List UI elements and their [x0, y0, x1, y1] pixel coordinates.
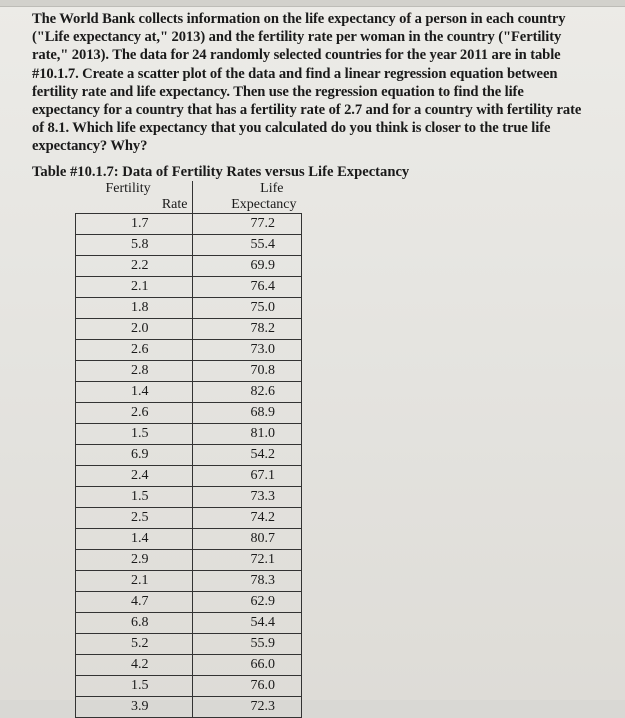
- table-row: [76, 277, 302, 298]
- life-expectancy-cell: 62.9: [192, 592, 302, 613]
- fertility-rate-cell: 2.5: [76, 508, 193, 529]
- table-row: [76, 571, 302, 592]
- fertility-rate-cell: 3.9: [76, 697, 193, 718]
- fertility-rate-cell: 2.1: [76, 277, 193, 298]
- life-header-line1: Life: [260, 181, 284, 196]
- life-expectancy-cell: 67.1: [192, 466, 302, 487]
- table-row: [76, 655, 302, 676]
- fertility-header-line2: Rate: [76, 197, 193, 214]
- fertility-rate-cell: 4.2: [76, 655, 193, 676]
- table-row: [76, 445, 302, 466]
- life-expectancy-cell: 77.2: [192, 214, 302, 235]
- life-expectancy-cell: 76.4: [192, 277, 302, 298]
- table-row: [76, 340, 302, 361]
- fertility-rate-cell: 1.5: [76, 676, 193, 697]
- life-header-line2: Expectancy: [192, 197, 302, 214]
- fertility-rate-cell: 1.5: [76, 487, 193, 508]
- life-expectancy-cell: 68.9: [192, 403, 302, 424]
- fertility-rate-cell: 2.8: [76, 361, 193, 382]
- table-row: [76, 529, 302, 550]
- fertility-rate-cell: 1.8: [76, 298, 193, 319]
- table-row: [76, 424, 302, 445]
- fertility-rate-cell: 2.9: [76, 550, 193, 571]
- table-row: [76, 634, 302, 655]
- life-expectancy-cell: 82.6: [192, 382, 302, 403]
- page-top-edge: [0, 0, 625, 7]
- table-row: [76, 508, 302, 529]
- fertility-rate-cell: 2.2: [76, 256, 193, 277]
- data-table: [75, 181, 302, 718]
- table-row: [76, 403, 302, 424]
- life-expectancy-cell: 74.2: [192, 508, 302, 529]
- life-expectancy-cell: 55.4: [192, 235, 302, 256]
- table-row: [76, 466, 302, 487]
- life-expectancy-cell: 73.3: [192, 487, 302, 508]
- table-row: [76, 613, 302, 634]
- table-body: [76, 214, 302, 718]
- table-row: [76, 382, 302, 403]
- life-expectancy-cell: 78.3: [192, 571, 302, 592]
- fertility-rate-cell: 5.2: [76, 634, 193, 655]
- life-expectancy-cell: 54.2: [192, 445, 302, 466]
- life-expectancy-cell: 75.0: [192, 298, 302, 319]
- fertility-rate-cell: 4.7: [76, 592, 193, 613]
- fertility-rate-cell: 2.6: [76, 340, 193, 361]
- problem-text: The World Bank collects information on the life expectancy of a person in each country ("Life expectancy at," 2013) and the fertility rate per woman in the country ("Fertility rate," 2013). The data for 24 randomly selected countries for the year 2011 are in table #10.1.7. Create a scatter plot of the data and find a linear regression equation between fertility rate and life expectancy. Then use the regression equation to find the life expectancy for a country that has a fertility rate of 2.7 and for a country with fertility rate of 8.1. Which life expectancy that you calculated do you think is closer to the true life expectancy? Why?: [32, 11, 582, 155]
- table-row: [76, 214, 302, 235]
- table-row: [76, 361, 302, 382]
- life-expectancy-cell: 81.0: [192, 424, 302, 445]
- life-expectancy-cell: 76.0: [192, 676, 302, 697]
- life-expectancy-cell: 78.2: [192, 319, 302, 340]
- fertility-rate-cell: 2.0: [76, 319, 193, 340]
- life-expectancy-cell: 55.9: [192, 634, 302, 655]
- fertility-rate-cell: 1.7: [76, 214, 193, 235]
- life-expectancy-cell: 66.0: [192, 655, 302, 676]
- fertility-rate-cell: 1.5: [76, 424, 193, 445]
- table-row: [76, 319, 302, 340]
- fertility-rate-cell: 1.4: [76, 529, 193, 550]
- table-row: [76, 298, 302, 319]
- fertility-header-line1: Fertility: [76, 181, 193, 197]
- life-expectancy-cell: 70.8: [192, 361, 302, 382]
- table-row: [76, 256, 302, 277]
- table-row: [76, 487, 302, 508]
- fertility-rate-cell: 6.8: [76, 613, 193, 634]
- life-expectancy-cell: 54.4: [192, 613, 302, 634]
- table-header-row-1: [76, 181, 302, 197]
- table-row: [76, 592, 302, 613]
- life-expectancy-cell: 69.9: [192, 256, 302, 277]
- life-expectancy-cell: 73.0: [192, 340, 302, 361]
- life-expectancy-cell: 72.1: [192, 550, 302, 571]
- life-expectancy-cell: 72.3: [192, 697, 302, 718]
- table-row: [76, 235, 302, 256]
- table-header-row-2: [76, 197, 302, 214]
- fertility-rate-cell: 5.8: [76, 235, 193, 256]
- life-expectancy-cell: 80.7: [192, 529, 302, 550]
- fertility-rate-cell: 6.9: [76, 445, 193, 466]
- fertility-rate-cell: 2.6: [76, 403, 193, 424]
- fertility-rate-cell: 2.4: [76, 466, 193, 487]
- fertility-rate-cell: 2.1: [76, 571, 193, 592]
- table-row: [76, 550, 302, 571]
- fertility-rate-cell: 1.4: [76, 382, 193, 403]
- table-row: [76, 676, 302, 697]
- table-caption: Table #10.1.7: Data of Fertility Rates versus Life Expectancy: [32, 164, 410, 180]
